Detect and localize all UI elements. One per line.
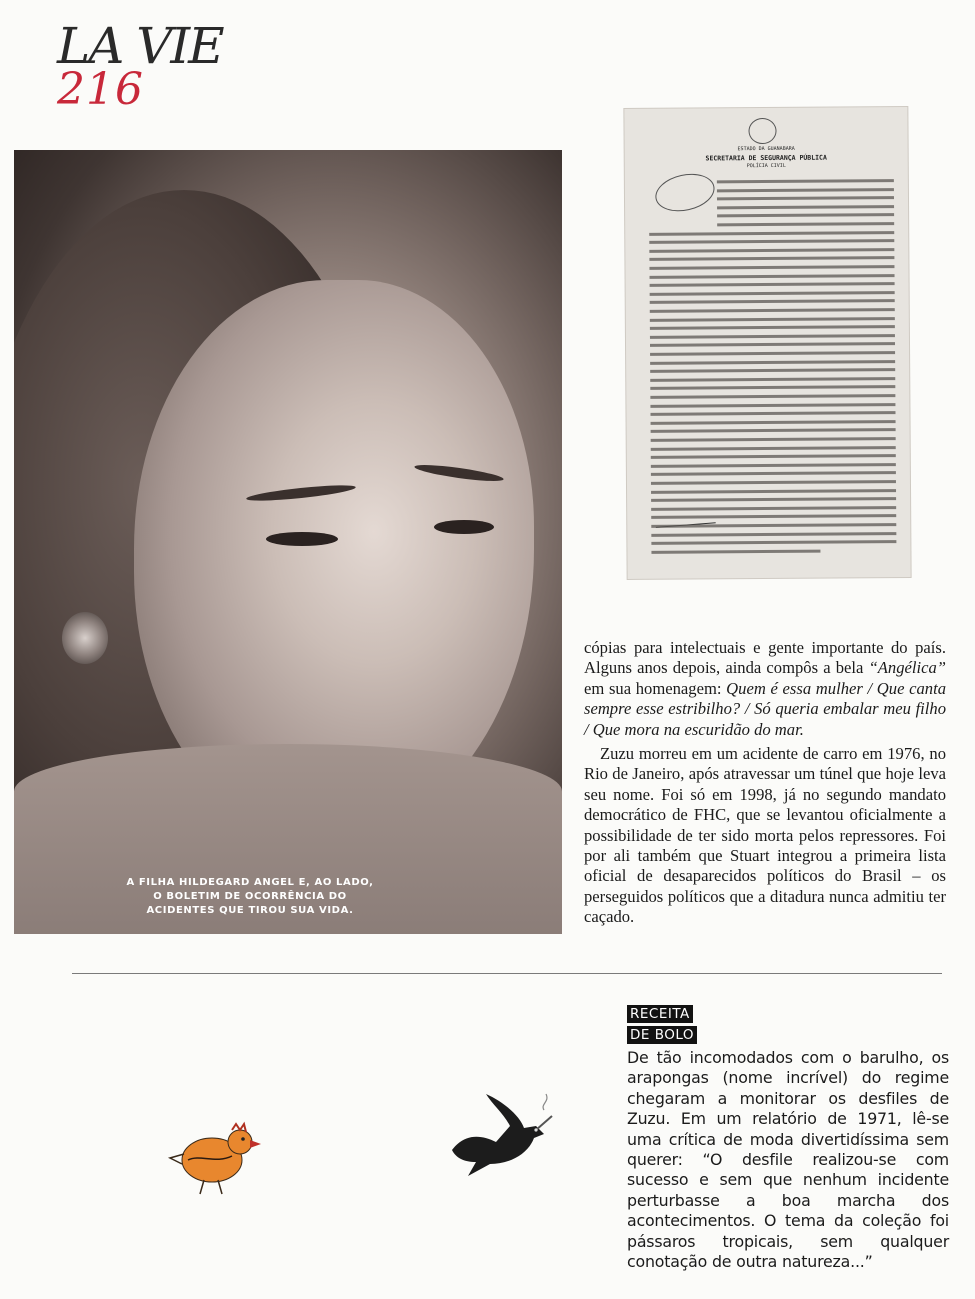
doc-text-line <box>649 257 894 262</box>
doc-text-line <box>650 385 895 390</box>
orange-bird-icon <box>160 1118 270 1198</box>
doc-text-line <box>650 282 895 287</box>
doc-text-line <box>649 265 894 270</box>
article-paragraph-2: Zuzu morreu em um acidente de carro em 1976, no Rio de Janeiro, após atravessar um túnel que hoje leva seu nome. Foi só em 1998, já no segundo mandato democrático de FHC, que se levantou oficialmente a possibilidade de ter sido morta pelos repressores. Foi por ali também que Stuart integrou a primeira lista oficial de desaparecidos políticos do Brasil – os perseguidos políticos que a ditadura nunca admitiu ter caçado. <box>584 744 946 927</box>
magazine-title: LA VIE <box>57 17 223 75</box>
doc-text-lines <box>624 107 907 109</box>
doc-text-line <box>651 489 896 494</box>
page-number: 216 <box>57 64 144 115</box>
section-divider <box>72 973 942 974</box>
doc-text-line <box>651 514 896 519</box>
sidebar-text: De tão incomodados com o barulho, os arapongas (nome incrível) do regime chegaram a monitorar os desfiles de Zuzu. Em um relatório de 1971, lê-se uma crítica de moda divertidíssima sem querer: “O desfile realizou-se com sucesso e sem que nenhum incidente perturbasse a boa marcha dos acontecimentos. O tema da coleção foi pássaros tropicais, sem qualquer conotação de outra natureza...” <box>627 1048 949 1272</box>
doc-text-line <box>649 239 894 244</box>
doc-text-line <box>650 377 895 382</box>
doc-text-line <box>650 317 895 322</box>
song-title: “Angélica” <box>868 658 946 678</box>
doc-text-line <box>651 497 896 502</box>
article-body <box>584 638 946 928</box>
doc-text-line <box>717 205 894 209</box>
sidebar-kicker-line-1: RECEITA <box>627 1005 693 1023</box>
doc-text-line <box>651 446 896 451</box>
coat-of-arms-icon <box>748 118 776 144</box>
doc-text-line <box>717 222 894 226</box>
doc-text-line <box>649 248 894 253</box>
doc-text-line <box>649 231 894 236</box>
doc-text-line <box>651 480 896 485</box>
doc-text-line <box>717 179 894 183</box>
doc-text-line <box>650 360 895 365</box>
doc-text-line <box>651 506 896 511</box>
doc-text-line <box>717 214 894 218</box>
photo-earring <box>62 612 108 664</box>
doc-text-line <box>651 454 896 459</box>
doc-text-line <box>717 196 894 200</box>
doc-text-line <box>651 428 896 433</box>
photo-eye-left <box>266 532 338 546</box>
doc-text-line <box>650 308 895 313</box>
black-dove-icon <box>440 1090 560 1186</box>
doc-state: ESTADO DA GUANABARA <box>737 145 795 153</box>
doc-text-line <box>651 437 896 442</box>
doc-text-line <box>650 368 895 373</box>
doc-text-line <box>650 403 895 408</box>
doc-text-line <box>650 291 895 296</box>
police-report-scan <box>624 107 910 579</box>
doc-text-line <box>650 334 895 339</box>
photo-caption: A FILHA HILDEGARD ANGEL E, AO LADO, O BOLETIM DE OCORRÊNCIA DO ACIDENTES QUE TIROU SUA VIDA. <box>126 877 374 916</box>
doc-text-line <box>651 523 896 528</box>
doc-subheader: POLÍCIA CIVIL <box>746 162 786 170</box>
song-lyrics: Quem é essa mulher / Que canta sempre esse estribilho? / Só queria embalar meu filho / Que mora na escuridão do mar. <box>584 678 946 739</box>
doc-text-line <box>717 188 894 192</box>
doc-text-line <box>651 471 896 476</box>
doc-department: SECRETARIA DE SEGURANÇA PÚBLICA <box>705 153 827 163</box>
doc-text-line <box>651 540 896 545</box>
doc-text-line <box>651 463 896 468</box>
doc-text-line <box>651 420 896 425</box>
doc-text-line <box>650 351 895 356</box>
doc-text-line <box>650 274 895 279</box>
doc-text-line <box>651 549 820 553</box>
article-paragraph-1: cópias para intelectuais e gente importante do país. Alguns anos depois, ainda compôs a bela “Angélica” em sua homenagem: Quem é essa mulher / Que canta sempre esse estribilho? / Só queria embalar meu filho / Que mora na escuridão do mar. <box>584 638 946 739</box>
stamp-icon <box>652 169 718 217</box>
doc-text-line <box>650 325 895 330</box>
doc-text-line <box>651 532 896 537</box>
doc-text-line <box>650 394 895 399</box>
portrait-photo <box>14 150 562 934</box>
doc-text-line <box>650 300 895 305</box>
photo-eye-right <box>434 520 494 534</box>
sidebar-kicker-line-2: DE BOLO <box>627 1026 697 1044</box>
doc-text-line <box>650 343 895 348</box>
masthead <box>57 17 257 115</box>
doc-text-line <box>650 411 895 416</box>
